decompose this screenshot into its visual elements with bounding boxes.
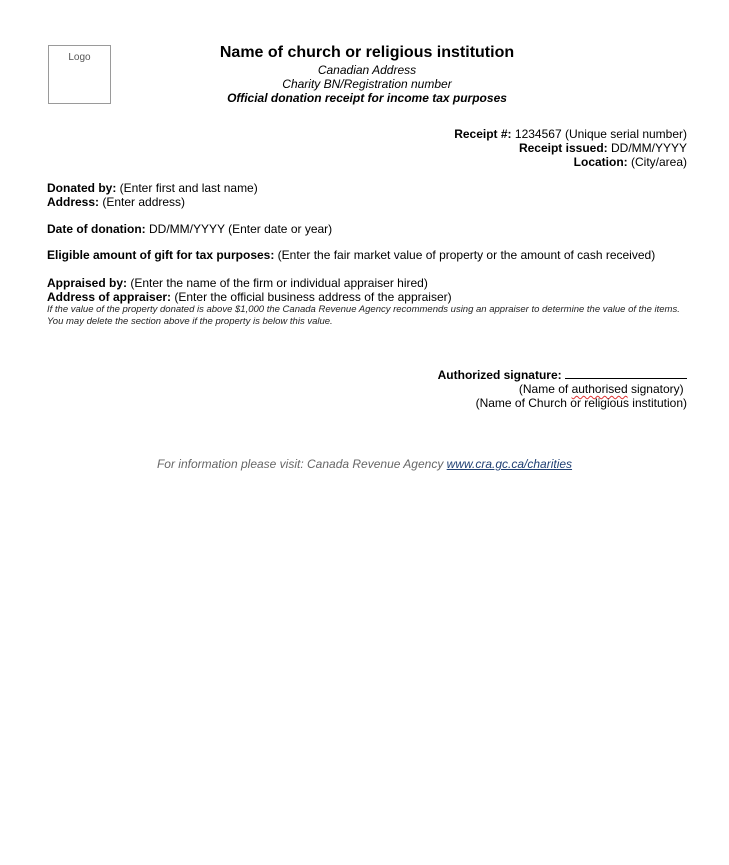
donor-name-row — [47, 181, 258, 195]
donation-date-row — [47, 222, 332, 236]
logo-label: Logo — [68, 52, 91, 63]
appraiser-name-row — [47, 276, 428, 290]
footer-info — [0, 457, 729, 471]
receipt-issued-row — [454, 141, 687, 155]
institution-address: Canadian Address — [317, 63, 417, 77]
footer-text: For information please visit: Canada Revenue Agency — [156, 457, 447, 471]
cra-charities-link[interactable]: www.cra.gc.ca/charities — [446, 457, 573, 471]
eligible-amount-label: Eligible amount of gift for tax purposes: — [47, 248, 275, 262]
logo-placeholder — [48, 45, 111, 104]
eligible-amount-row — [47, 248, 655, 262]
receipt-type: Official donation receipt for income tax purposes — [227, 91, 507, 105]
receipt-location-label: Location: — [573, 155, 628, 169]
appraiser-name-label: Appraised by: — [47, 276, 128, 290]
appraiser-address-label: Address of appraiser: — [47, 290, 172, 304]
appraiser-address-value: (Enter the official business address of the appraiser) — [171, 290, 452, 304]
donor-address-value: (Enter address) — [99, 195, 186, 209]
receipt-details — [454, 127, 687, 169]
institution-name: Name of church or religious institution — [219, 44, 515, 61]
signatory-word: authorised — [571, 382, 628, 396]
donation-date-value: DD/MM/YYYY (Enter date or year) — [145, 222, 333, 236]
receipt-header — [150, 43, 584, 105]
appraiser-name-value: (Enter the name of the firm or individual appraiser hired) — [127, 276, 428, 290]
appraiser-address-row — [47, 290, 452, 304]
receipt-location-value: (City/area) — [627, 155, 687, 169]
receipt-number-value: 1234567 (Unique serial number) — [511, 127, 687, 141]
receipt-issued-value: DD/MM/YYYY — [607, 141, 687, 155]
charity-registration: Charity BN/Registration number — [282, 77, 452, 91]
receipt-issued-label: Receipt issued: — [518, 141, 608, 155]
signature-block — [438, 367, 687, 410]
signatory-suffix: signatory) — [627, 382, 684, 396]
signatory-prefix: (Name of — [518, 382, 572, 396]
eligible-amount-value: (Enter the fair market value of property or the amount of cash received) — [274, 248, 656, 262]
signatory-name-row — [438, 382, 687, 396]
receipt-number-row — [454, 127, 687, 141]
receipt-location-row — [454, 155, 687, 169]
donor-address-row — [47, 195, 185, 209]
signature-line[interactable] — [565, 367, 687, 379]
appraisal-note: If the value of the property donated is above $1,000 the Canada Revenue Agency recommends using an appraiser to determine the value of the items. You may delete the section above if the property is below this value. — [47, 304, 680, 327]
donor-name-label: Donated by: — [47, 181, 117, 195]
receipt-number-label: Receipt #: — [454, 127, 512, 141]
donation-date-label: Date of donation: — [47, 222, 146, 236]
donor-address-label: Address: — [47, 195, 100, 209]
signature-label: Authorized signature: — [437, 368, 562, 382]
signatory-institution: (Name of Church or religious institution) — [475, 396, 687, 410]
signature-row — [438, 367, 687, 382]
donor-name-value: (Enter first and last name) — [116, 181, 258, 195]
